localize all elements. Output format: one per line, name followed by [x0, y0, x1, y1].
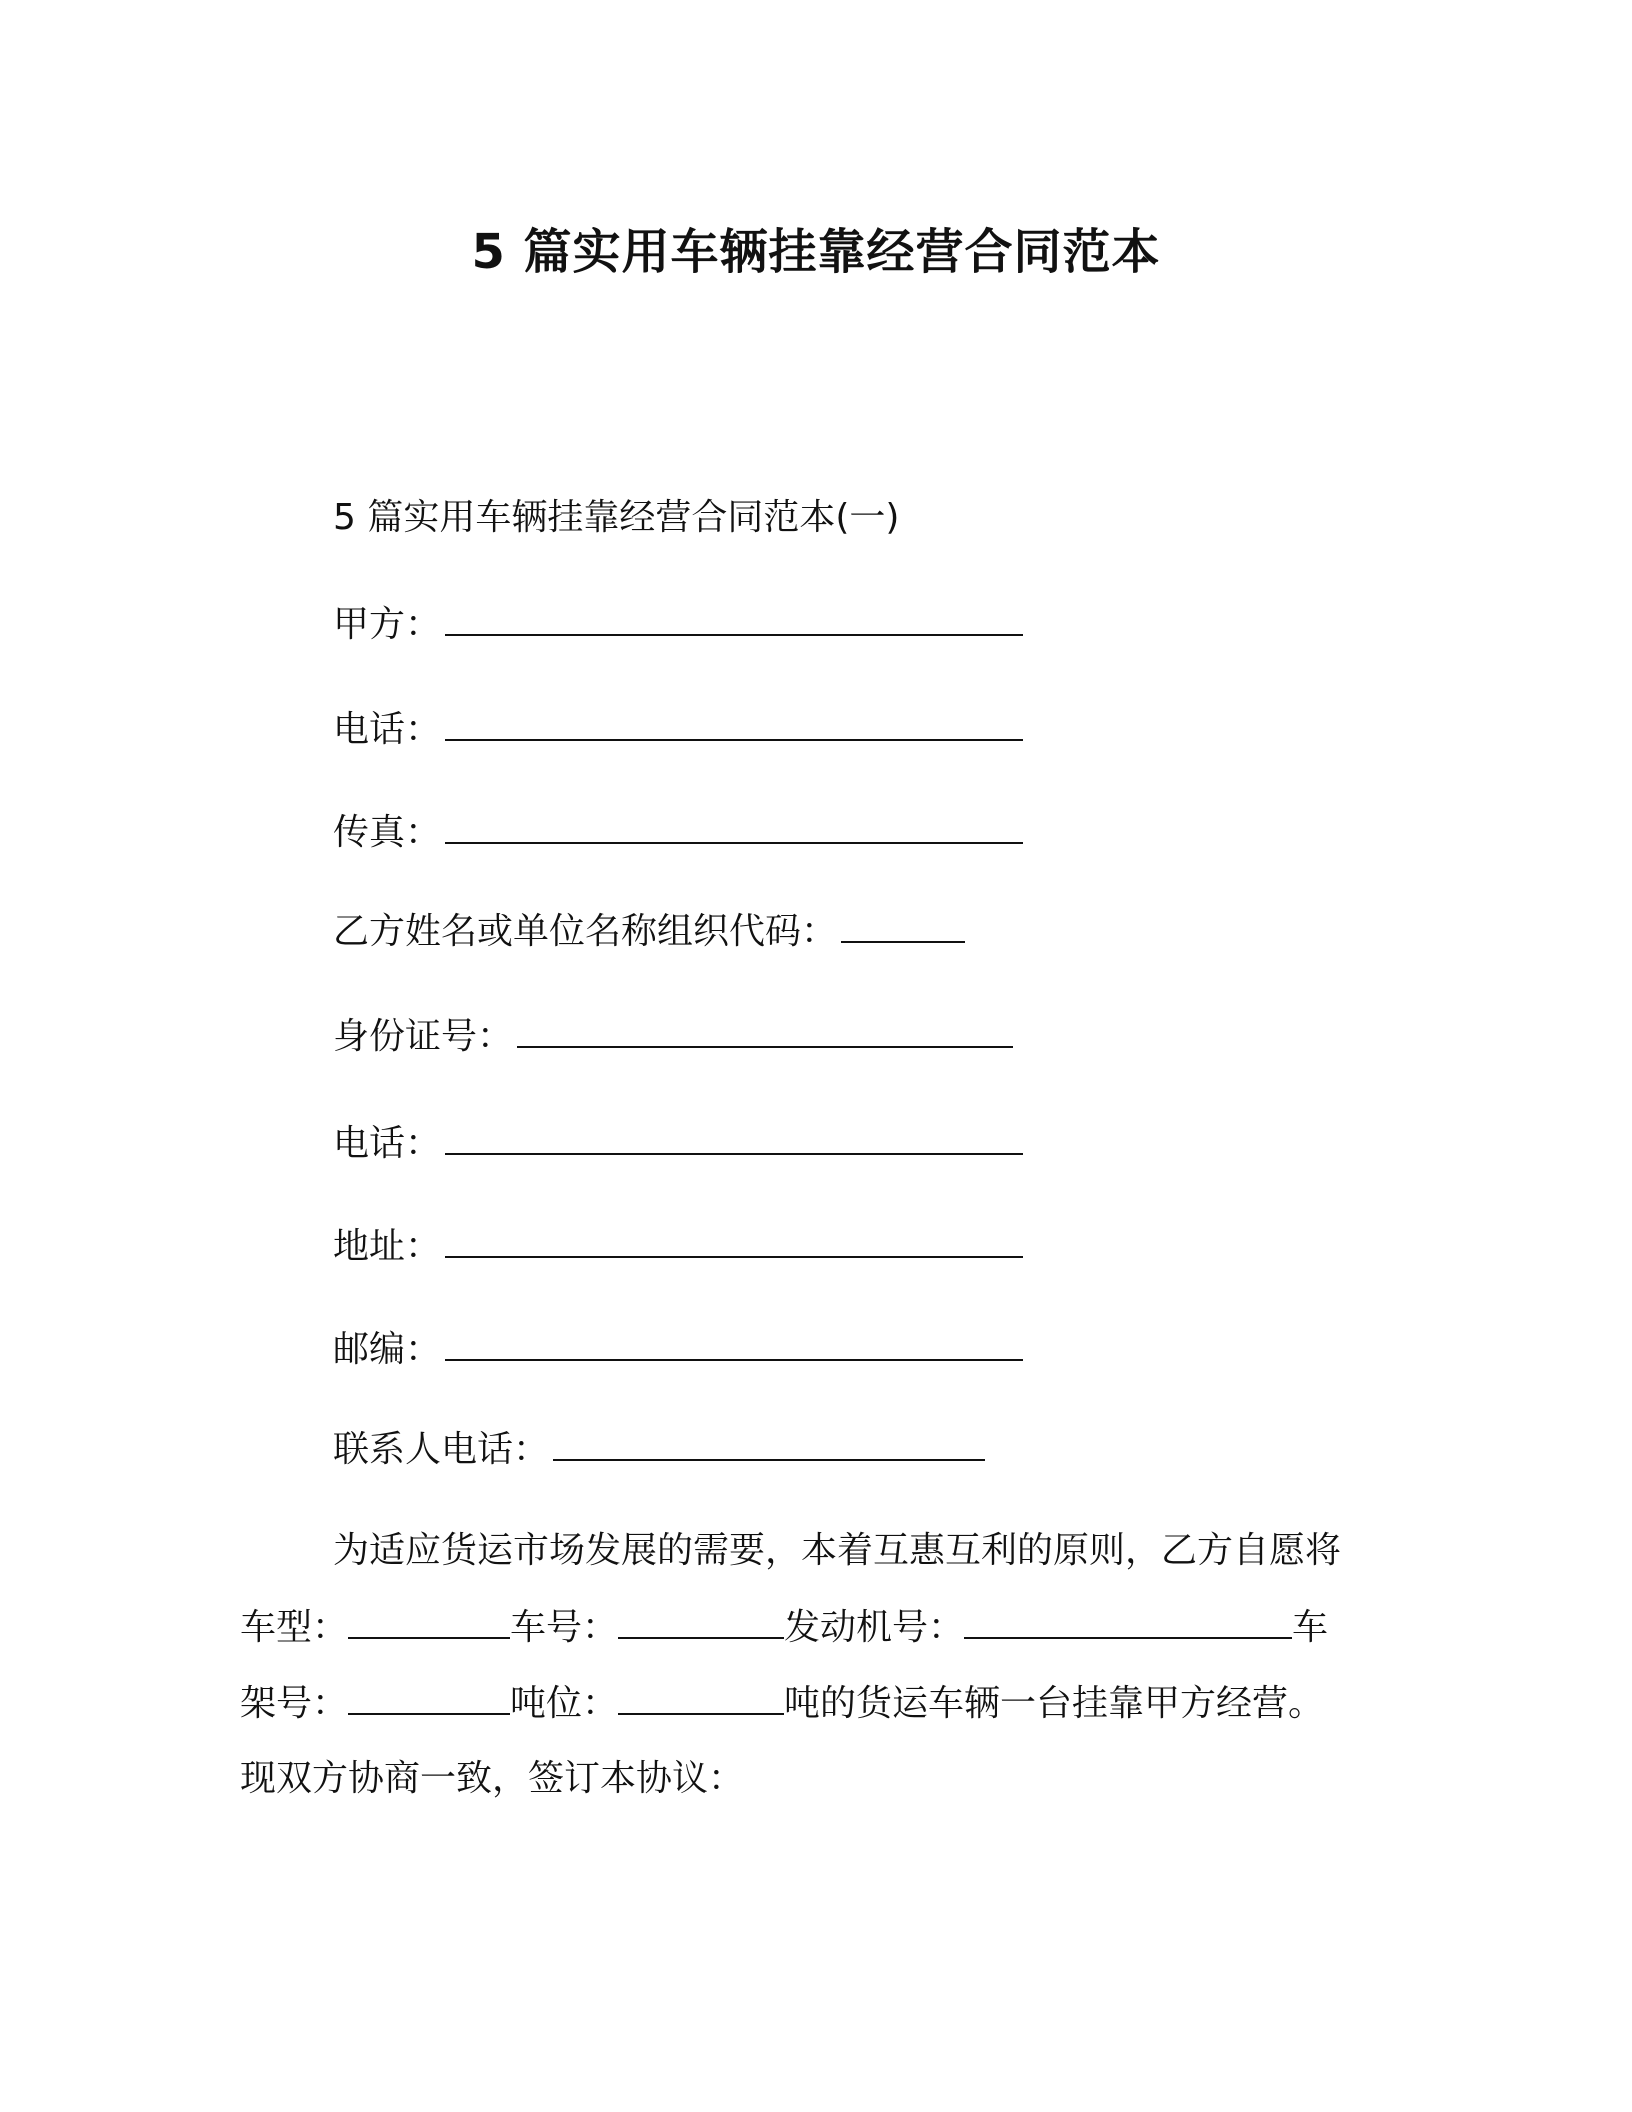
field-label: 联系人电话： [333, 1429, 550, 1470]
paragraph-line-2 [240, 1603, 1328, 1652]
field-label: 地址： [333, 1226, 442, 1267]
fill-blank [964, 1603, 1292, 1639]
fill-blank [445, 1222, 1023, 1258]
fill-blank [553, 1425, 985, 1461]
field-label: 电话： [333, 1123, 442, 1164]
fill-blank [445, 1119, 1023, 1155]
fill-blank [445, 1325, 1023, 1361]
vehicle-type-label: 车型： [240, 1607, 349, 1648]
field-label: 邮编： [333, 1329, 442, 1370]
field-phone-b [333, 1119, 1023, 1168]
paragraph-text: 吨的货运车辆一台挂靠甲方经营。 [784, 1683, 1325, 1724]
document-title: 5 篇实用车辆挂靠经营合同范本 [471, 224, 1161, 280]
fill-blank [445, 705, 1023, 741]
field-label: 传真： [333, 812, 442, 853]
fill-blank [841, 907, 965, 943]
paragraph-line-1: 为适应货运市场发展的需要，本着互惠互利的原则，乙方自愿将 [333, 1530, 1342, 1571]
field-party-a [333, 600, 1023, 649]
field-id-number [333, 1012, 1013, 1061]
field-contact-phone [333, 1425, 985, 1474]
field-label: 电话： [333, 709, 442, 750]
paragraph-text: 车 [1292, 1607, 1329, 1648]
fill-blank [348, 1603, 510, 1639]
field-fax-a [333, 808, 1023, 857]
fill-blank [348, 1679, 510, 1715]
fill-blank [517, 1012, 1013, 1048]
field-phone-a [333, 705, 1023, 754]
fill-blank [618, 1603, 784, 1639]
field-party-b-name [333, 907, 965, 956]
paragraph-line-3 [240, 1679, 1324, 1728]
tonnage-label: 吨位： [510, 1683, 619, 1724]
field-address [333, 1222, 1023, 1271]
section-heading: 5 篇实用车辆挂靠经营合同范本(一) [333, 497, 900, 538]
paragraph-line-4: 现双方协商一致，签订本协议： [240, 1758, 745, 1799]
plate-number-label: 车号： [510, 1607, 619, 1648]
fill-blank [445, 808, 1023, 844]
fill-blank [618, 1679, 784, 1715]
frame-number-label: 架号： [240, 1683, 349, 1724]
fill-blank [445, 600, 1023, 636]
field-label: 甲方： [333, 604, 442, 645]
engine-number-label: 发动机号： [784, 1607, 965, 1648]
field-label: 乙方姓名或单位名称组织代码： [333, 911, 838, 952]
field-label: 身份证号： [333, 1016, 514, 1057]
field-postcode [333, 1325, 1023, 1374]
